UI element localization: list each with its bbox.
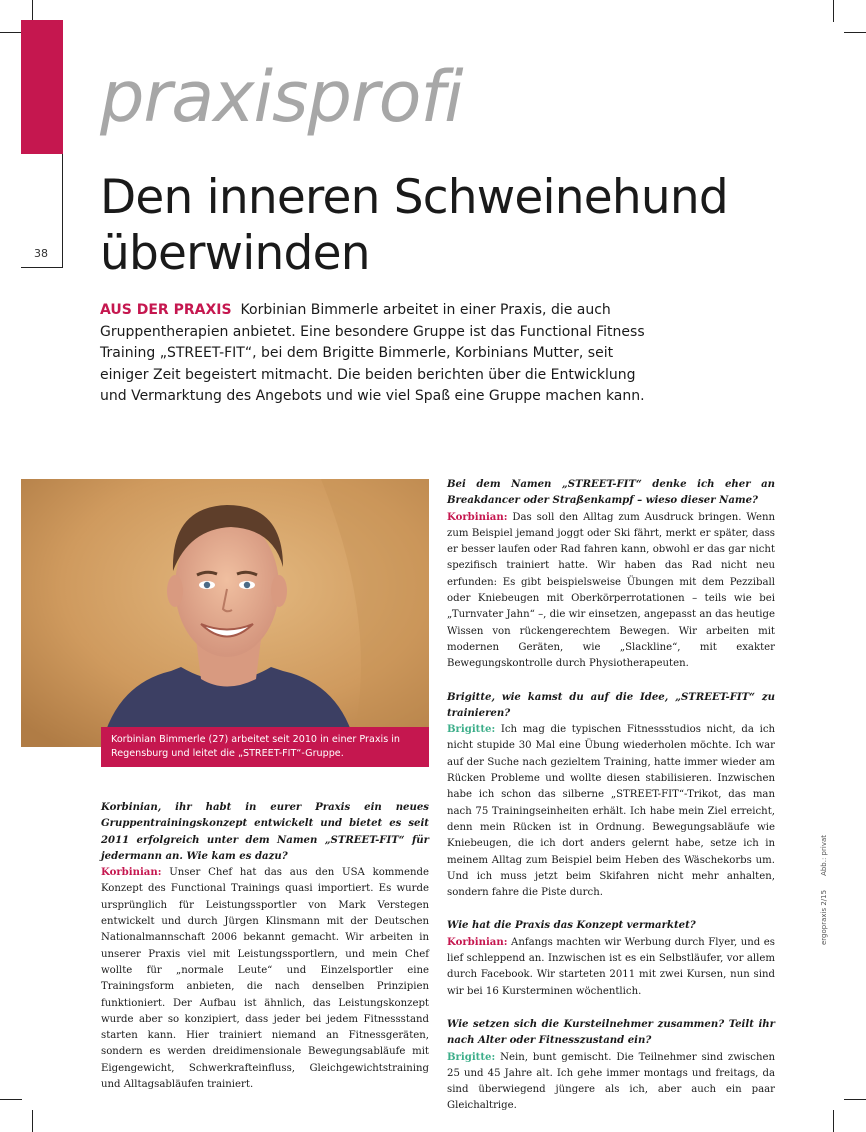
accent-bar xyxy=(21,20,63,154)
interview-answer xyxy=(447,934,775,1000)
issue-label: ergopraxis 2/15 xyxy=(820,889,828,945)
crop-mark xyxy=(32,1110,33,1132)
speaker-label: Brigitte: xyxy=(447,1050,496,1063)
interview-question: Brigitte, wie kamst du auf die Idee, „STREET-FIT“ zu trainieren? xyxy=(447,690,775,719)
speaker-label: Brigitte: xyxy=(447,723,496,736)
portrait-illustration xyxy=(21,479,429,747)
interview-answer xyxy=(447,1049,775,1115)
crop-mark xyxy=(32,0,33,22)
speaker-label: Korbinian: xyxy=(101,866,162,879)
page-number-rule xyxy=(21,267,63,268)
text-column-left xyxy=(101,799,429,1093)
speaker-label: Korbinian: xyxy=(447,510,508,523)
answer-text: Anfangs machten wir Werbung durch Flyer, und es lief schleppend an. Inzwischen ist es ein Selbstläufer, vor allem durch Facebook. Wir starteten 2011 mit zwei Kursen, nun sind wir bei 16 Kursterminen wöchentlich. xyxy=(447,936,775,997)
answer-text: Unser Chef hat das aus den USA kommende Konzept des Functional Trainings quasi importiert. Es wurde ursprünglich für Leistungssportler von Mark Verstegen entwickelt und durch Jürgen Klinsmann mit der Deutschen Nationalmannschaft 2006 bekannt gemacht. Wir arbeiten in unserer Praxis viel mit Leistungssportlern, und mein Chef wollte für „normale Leute“ und Einzelsportler eine Trainingsform anbieten, die nach denselben Prinzipien funktioniert. Der Aufbau ist ähnlich, das Leistungskonzept wurde aber so konzipiert, dass jeder bei jedem Fitnessstand starten kann. Hier trainiert niemand an Fitnessgeräten, sondern es werden dreidimensionale Bewegungsabläufe mit Eigengewicht, Schwerkrafteinfluss, Gleichgewichtstraining und Alltagsabläufen trainiert. xyxy=(101,867,429,1091)
text-column-right xyxy=(447,476,775,1115)
crop-mark xyxy=(833,0,834,22)
photo-credit: Abb.: privat xyxy=(820,834,828,876)
interview-question: Korbinian, ihr habt in eurer Praxis ein neues Gruppentrainingskonzept entwickelt und bietet es seit 2011 erfolgreich unter dem Namen „STREET-FIT“ für jedermann an. Wie kam es dazu? xyxy=(101,801,429,862)
speaker-label: Korbinian: xyxy=(447,935,508,948)
crop-mark xyxy=(844,1099,866,1100)
crop-mark xyxy=(0,1099,22,1100)
photo-caption: Korbinian Bimmerle (27) arbeitet seit 2010 in einer Praxis in Regensburg und leitet die „STREET-FIT“-Gruppe. xyxy=(101,727,429,767)
interview-answer xyxy=(447,509,775,673)
interview-answer xyxy=(447,721,775,901)
interview-question: Bei dem Namen „STREET-FIT“ denke ich eher an Breakdancer oder Straßenkampf – wieso dieser Name? xyxy=(447,478,775,507)
crop-mark xyxy=(844,32,866,33)
answer-text: Nein, bunt gemischt. Die Teilnehmer sind zwischen 25 und 45 Jahre alt. Ich gehe immer montags und freitags, da sind überwiegend jüngere als ich, aber auch ein paar Gleichaltrige. xyxy=(447,1051,775,1112)
page-title xyxy=(100,170,800,282)
answer-text: Das soll den Alltag zum Ausdruck bringen. Wenn zum Beispiel jemand joggt oder Ski fährt, merkt er später, dass er besser laufen oder Rad fahren kann, obwohl er das gar nicht spezifisch trainiert hatte. Wir haben das Rad nicht neu erfunden: Es gibt beispielsweise Übungen mit dem Pezziball oder Kniebeugen mit Oberkörperrotationen – teils wie bei „Turnvater Jahn“ –, die wir einsetzen, angepasst an das heutige Wissen von rückengerechtem Bewegen. Wir arbeiten mit modernen Geräten, wie „Slackline“, mit exakter Bewegungskontrolle durch Physiotherapeuten. xyxy=(447,511,775,670)
section-label: praxisprofi xyxy=(100,56,463,138)
lead-paragraph xyxy=(100,300,645,408)
crop-mark xyxy=(833,1110,834,1132)
side-credit xyxy=(820,805,832,945)
interview-answer xyxy=(101,864,429,1093)
portrait-photo xyxy=(21,479,429,747)
crop-mark xyxy=(0,32,22,33)
interview-question: Wie setzen sich die Kursteilnehmer zusammen? Teilt ihr nach Alter oder Fitnesszustand ein? xyxy=(447,1017,775,1047)
lead-kicker: AUS DER PRAXIS xyxy=(100,302,232,318)
margin-rule xyxy=(62,154,63,268)
headline-line-1: Den inneren Schweinehund xyxy=(100,170,728,225)
headline-line-2: überwinden xyxy=(100,226,370,281)
answer-text: Ich mag die typischen Fitnessstudios nicht, da ich nicht stupide 30 Mal eine Übung wiederholen möchte. Ich war auf der Suche nach gezieltem Training, hatte immer wieder am Rücken Probleme und wollte diesen stabilisieren. Inzwischen habe ich schon das silberne „STREET-FIT“-Trikot, das man nach 75 Trainingseinheiten erhält. Ich habe mein Ziel erreicht, denn mein Rücken ist in Ordnung. Bewegungsabläufe wie Kniebeugen, die ich dort anders gelernt habe, setze ich in meinem Alltag zum Beispiel beim Heben des Wäschekorbs um. Und ich muss jetzt beim Skifahren nicht mehr anhalten, sondern fahre die Piste durch. xyxy=(447,724,776,899)
interview-question: Wie hat die Praxis das Konzept vermarktet? xyxy=(447,919,696,932)
lead-text: Korbinian Bimmerle arbeitet in einer Praxis, die auch Gruppentherapien anbietet. Eine besondere Gruppe ist das Functional Fitness Training „STREET-FIT“, bei dem Brigitte Bimmerle, Korbinians Mutter, seit einiger Zeit begeistert mitmacht. Die beiden berichten über die Entwicklung und Vermarktung des Angebots und wie viel Spaß eine Gruppe machen kann. xyxy=(100,302,645,404)
page-number: 38 xyxy=(34,247,48,260)
